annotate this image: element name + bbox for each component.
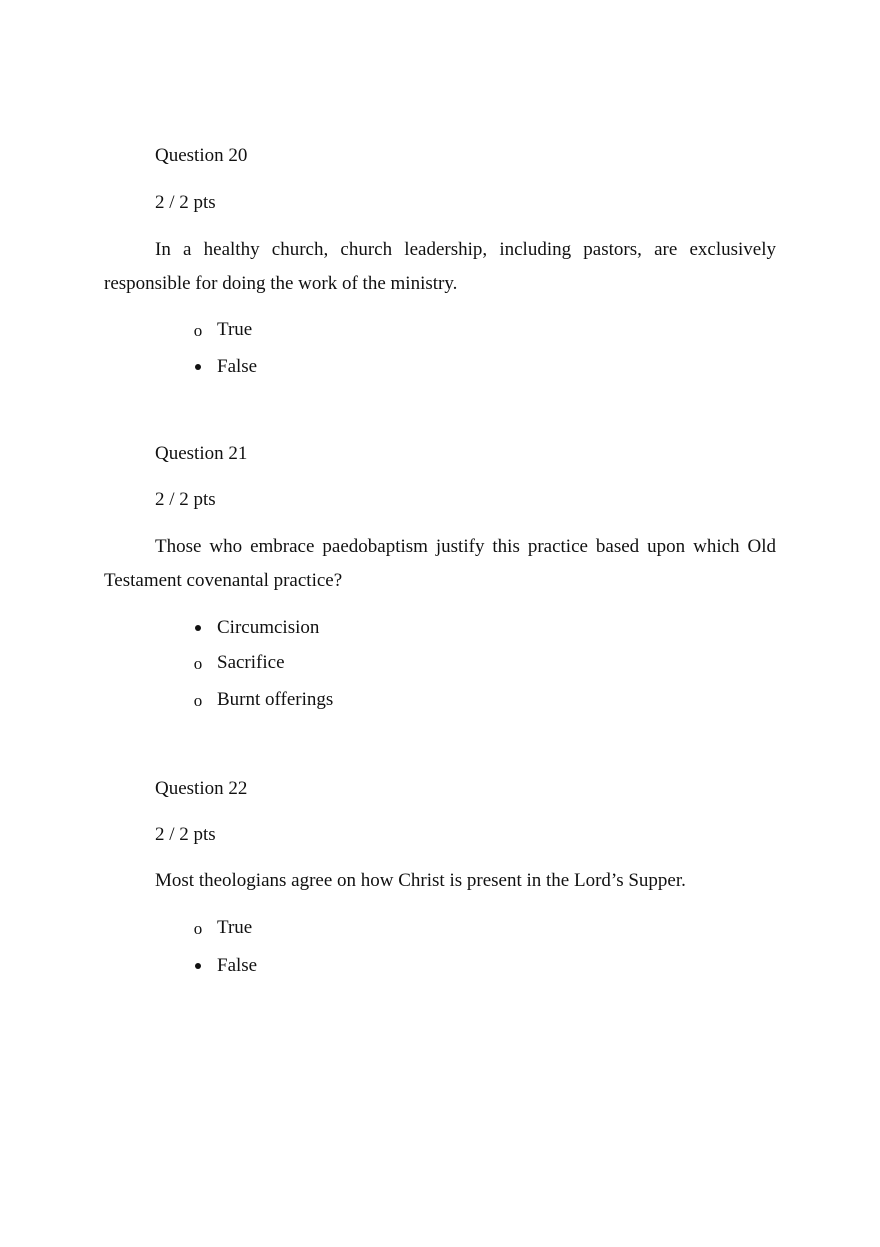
option-label: True: [217, 319, 253, 340]
question-points: 2 / 2 pts: [155, 824, 216, 845]
option-label: False: [217, 955, 258, 976]
option-label: False: [217, 356, 258, 377]
question-prompt: Those who embrace paedobaptism justify this practice based upon which Old Testament covenantal practice?: [104, 536, 776, 591]
question-title: Question 22: [155, 778, 248, 799]
option-label: Burnt offerings: [217, 689, 334, 710]
unselected-circle-icon: o: [193, 321, 203, 340]
question-prompt: In a healthy church, church leadership, including pastors, are exclusively responsible for doing the work of the ministry.: [104, 239, 776, 294]
option-label: True: [217, 917, 253, 938]
question-title: Question 21: [155, 443, 248, 464]
unselected-circle-icon: o: [193, 691, 203, 710]
unselected-circle-icon: o: [193, 654, 203, 673]
question-title: Question 20: [155, 145, 248, 166]
option-label: Sacrifice: [217, 652, 285, 673]
question-points: 2 / 2 pts: [155, 489, 216, 510]
unselected-circle-icon: o: [193, 919, 203, 938]
option-label: Circumcision: [217, 617, 320, 638]
question-prompt: Most theologians agree on how Christ is present in the Lord’s Supper.: [155, 870, 686, 891]
question-points: 2 / 2 pts: [155, 192, 216, 213]
